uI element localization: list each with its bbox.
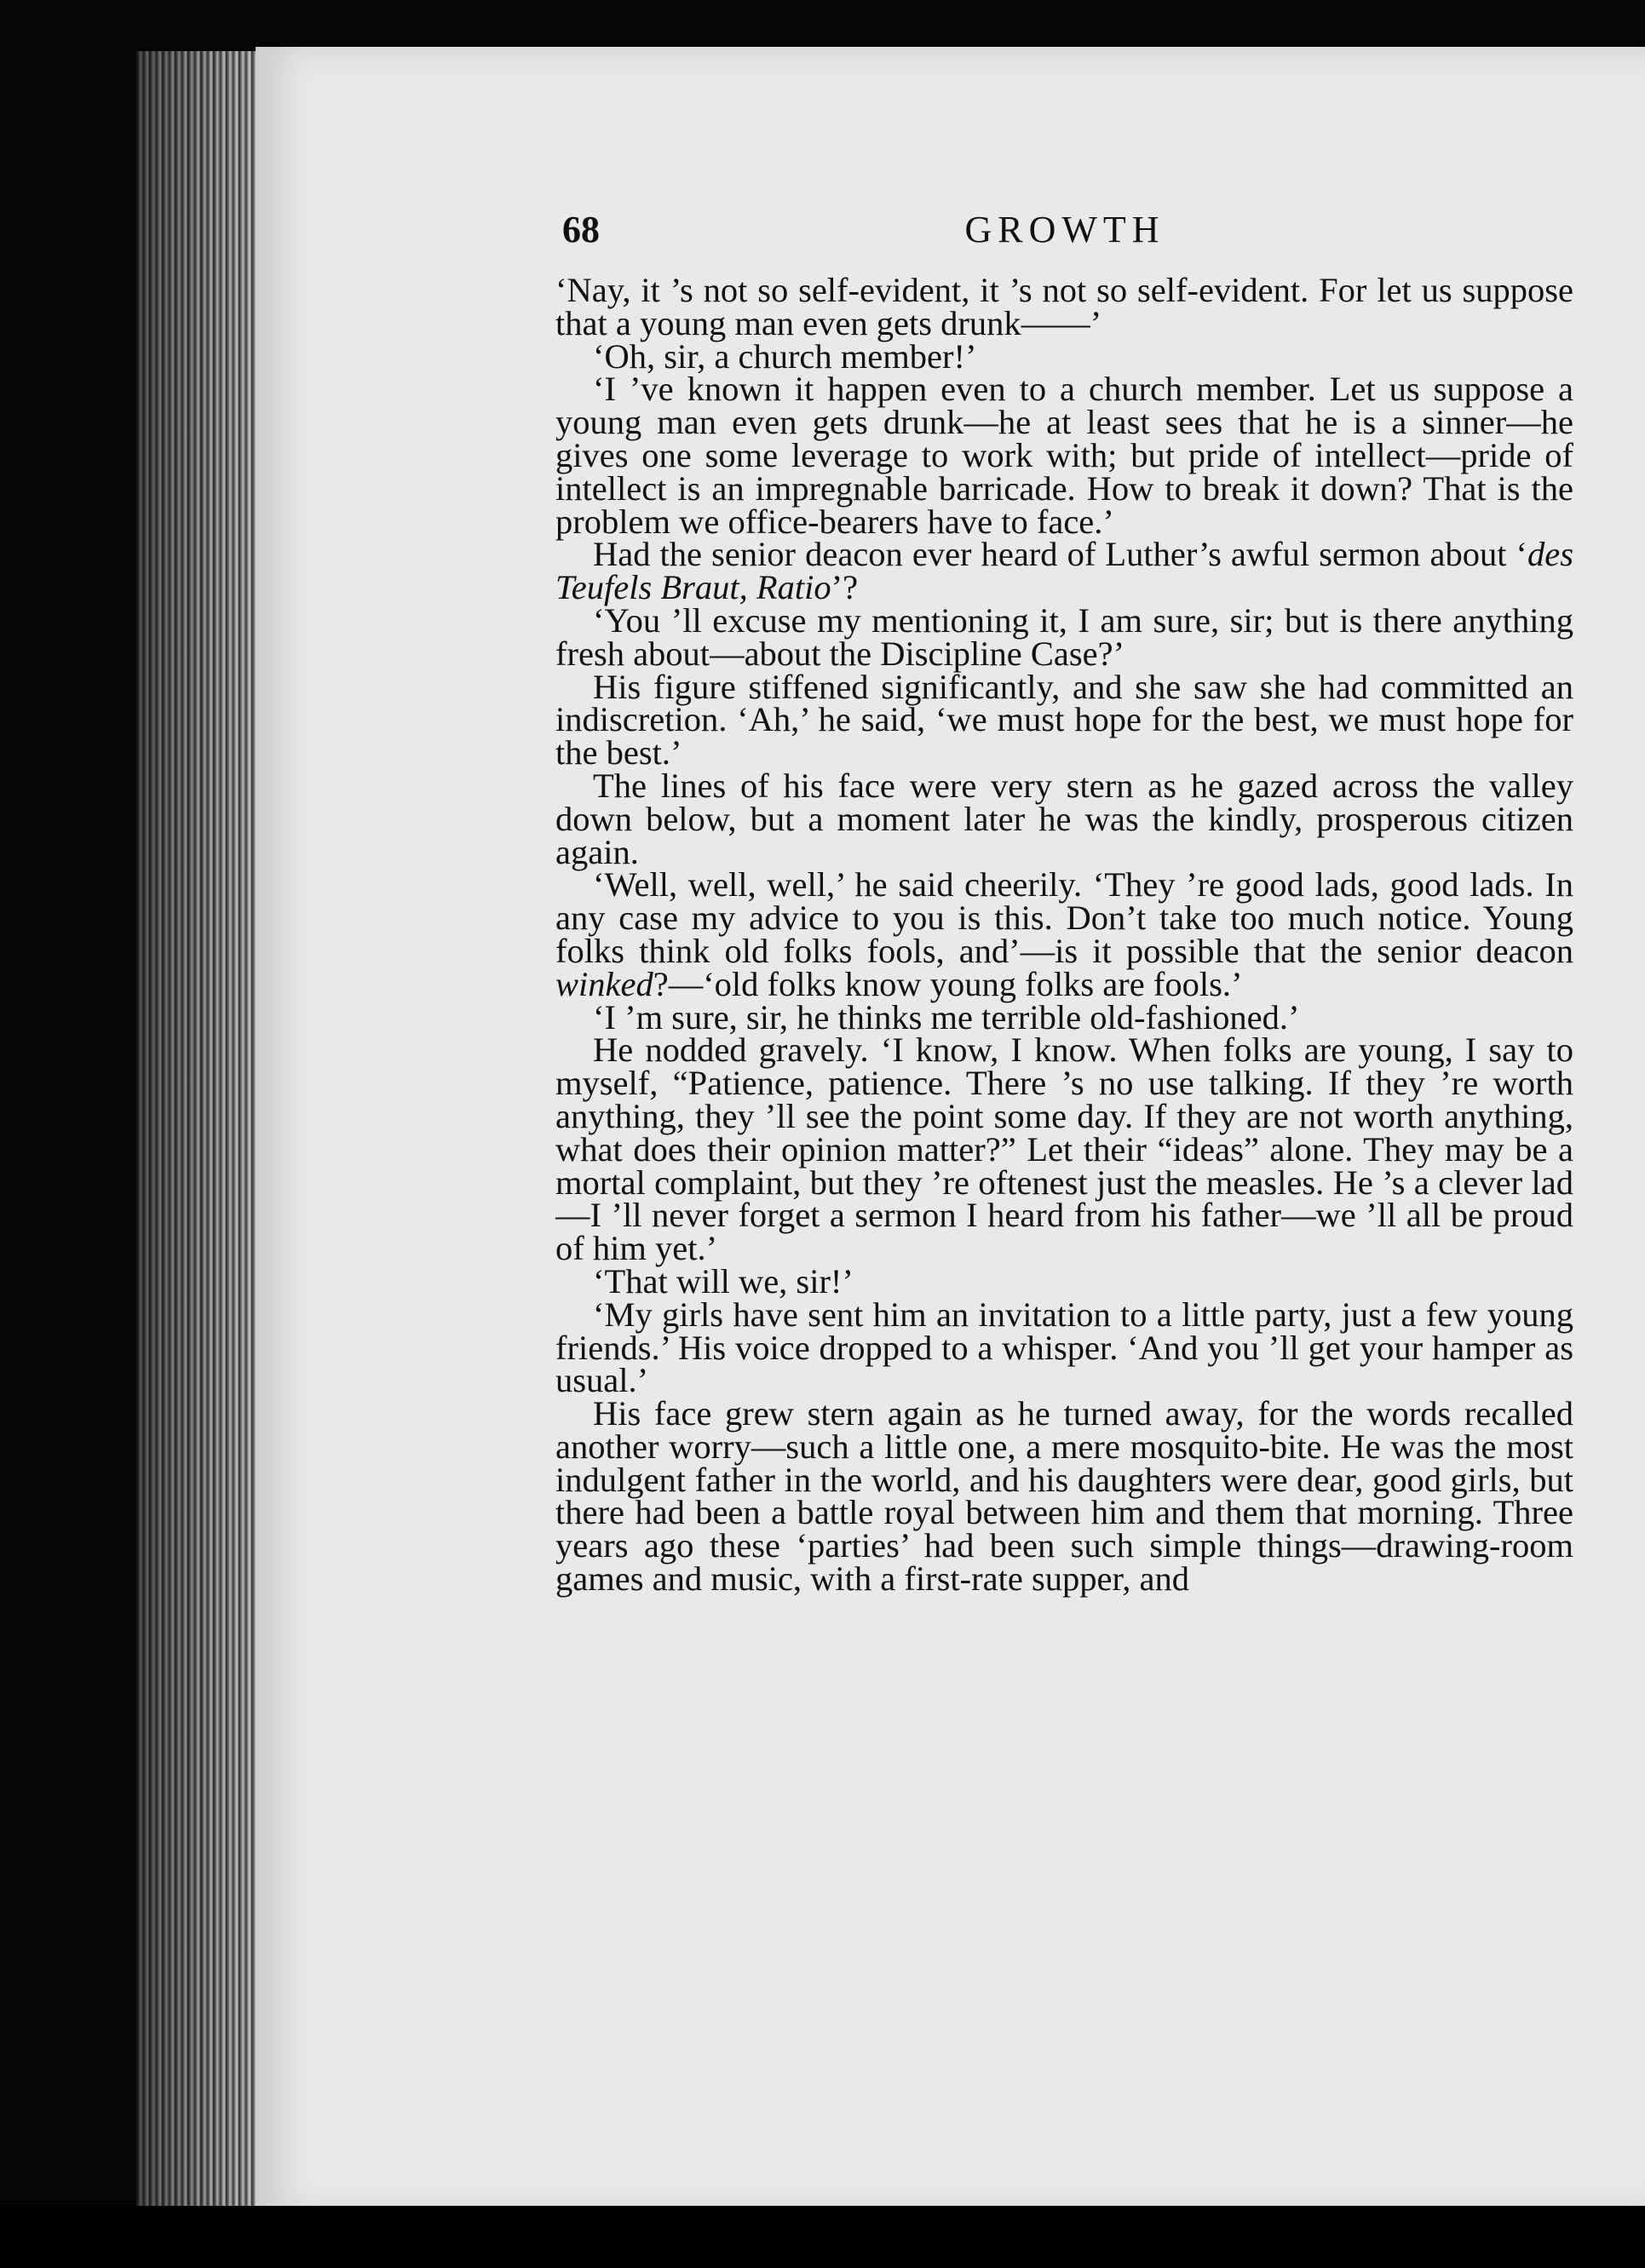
paragraph: ‘I ’m sure, sir, he thinks me terrible old-fashioned.’	[593, 997, 1300, 1036]
page-header	[562, 204, 1567, 264]
paragraph: His figure stiffened significantly, and she saw she had committed an indiscretion. ‘Ah,’ he said, ‘we must hope for the best, we must hope for the best.’	[555, 667, 1573, 772]
paragraph-text: ‘Well, well, well,’ he said cheerily. ‘They ’re good lads, good lads. In any case my advice to you is this. Don’t take too much notice. Young folks think old folks fools, and’—is it possible that the senior deacon	[555, 865, 1573, 970]
paragraph: ‘I ’ve known it happen even to a church member. Let us suppose a young man even gets drunk—he at least sees that he is a sinner—he gives one some leverage to work with; but pride of intellect—pride of intellect is an impregnable barricade. How to break it down? That is the problem we office-bearers have to face.’	[555, 370, 1573, 541]
italic-phrase: des Teufels Braut, Ratio	[555, 535, 1573, 607]
paragraph	[555, 865, 1573, 1003]
paragraph: ‘My girls have sent him an invitation to a little party, just a few young friends.’ His voice dropped to a whisper. ‘And you ’ll get your hamper as usual.’	[555, 1295, 1573, 1400]
paragraph: ‘Oh, sir, a church member!’	[593, 336, 977, 376]
paragraph: ‘Nay, it ’s not so self-evident, it ’s not so self-evident. For let us suppose that a young man even gets drunk——’	[555, 271, 1573, 342]
paragraph: The lines of his face were very stern as he gazed across the valley down below, but a moment later he was the kindly, prosperous citizen again.	[555, 766, 1573, 871]
paragraph-text: Had the senior deacon ever heard of Luther’s awful sermon about ‘	[593, 535, 1527, 574]
paragraph: His face grew stern again as he turned away, for the words recalled another worry—such a little one, a mere mosquito-bite. He was the most indulgent father in the world, and his daughters were dear, good girls, but there had been a battle royal between him and them that morning. Three years ago these ‘parties’ had been such simple things—drawing-room games and music, with a first-rate supper, and	[555, 1394, 1573, 1599]
paragraph-text: ?—‘old folks know young folks are fools.’	[653, 964, 1243, 1003]
bottom-shadow	[0, 2206, 1645, 2268]
paragraph	[555, 535, 1573, 607]
running-head: GROWTH	[964, 209, 1165, 250]
paragraph: ‘You ’ll excuse my mentioning it, I am sure, sir; but is there anything fresh about—about the Discipline Case?’	[555, 600, 1573, 673]
italic-word: winked	[555, 964, 653, 1003]
paragraph-text: ’?	[831, 568, 859, 607]
page-number: 68	[562, 209, 600, 250]
paragraph: He nodded gravely. ‘I know, I know. When folks are young, I say to myself, “Patience, patience. There ’s no use talking. If they ’re worth anything, they ’ll see the point some day. If they are not worth anything, what does their opinion matter?” Let their “ideas” alone. They may be a mortal complaint, but they ’re oftenest just the measles. He ’s a clever lad—I ’ll never forget a sermon I heard from his father—we ’ll all be proud of him yet.’	[555, 1031, 1573, 1268]
paragraph: ‘That will we, sir!’	[593, 1261, 854, 1301]
body-text	[555, 271, 1573, 1599]
